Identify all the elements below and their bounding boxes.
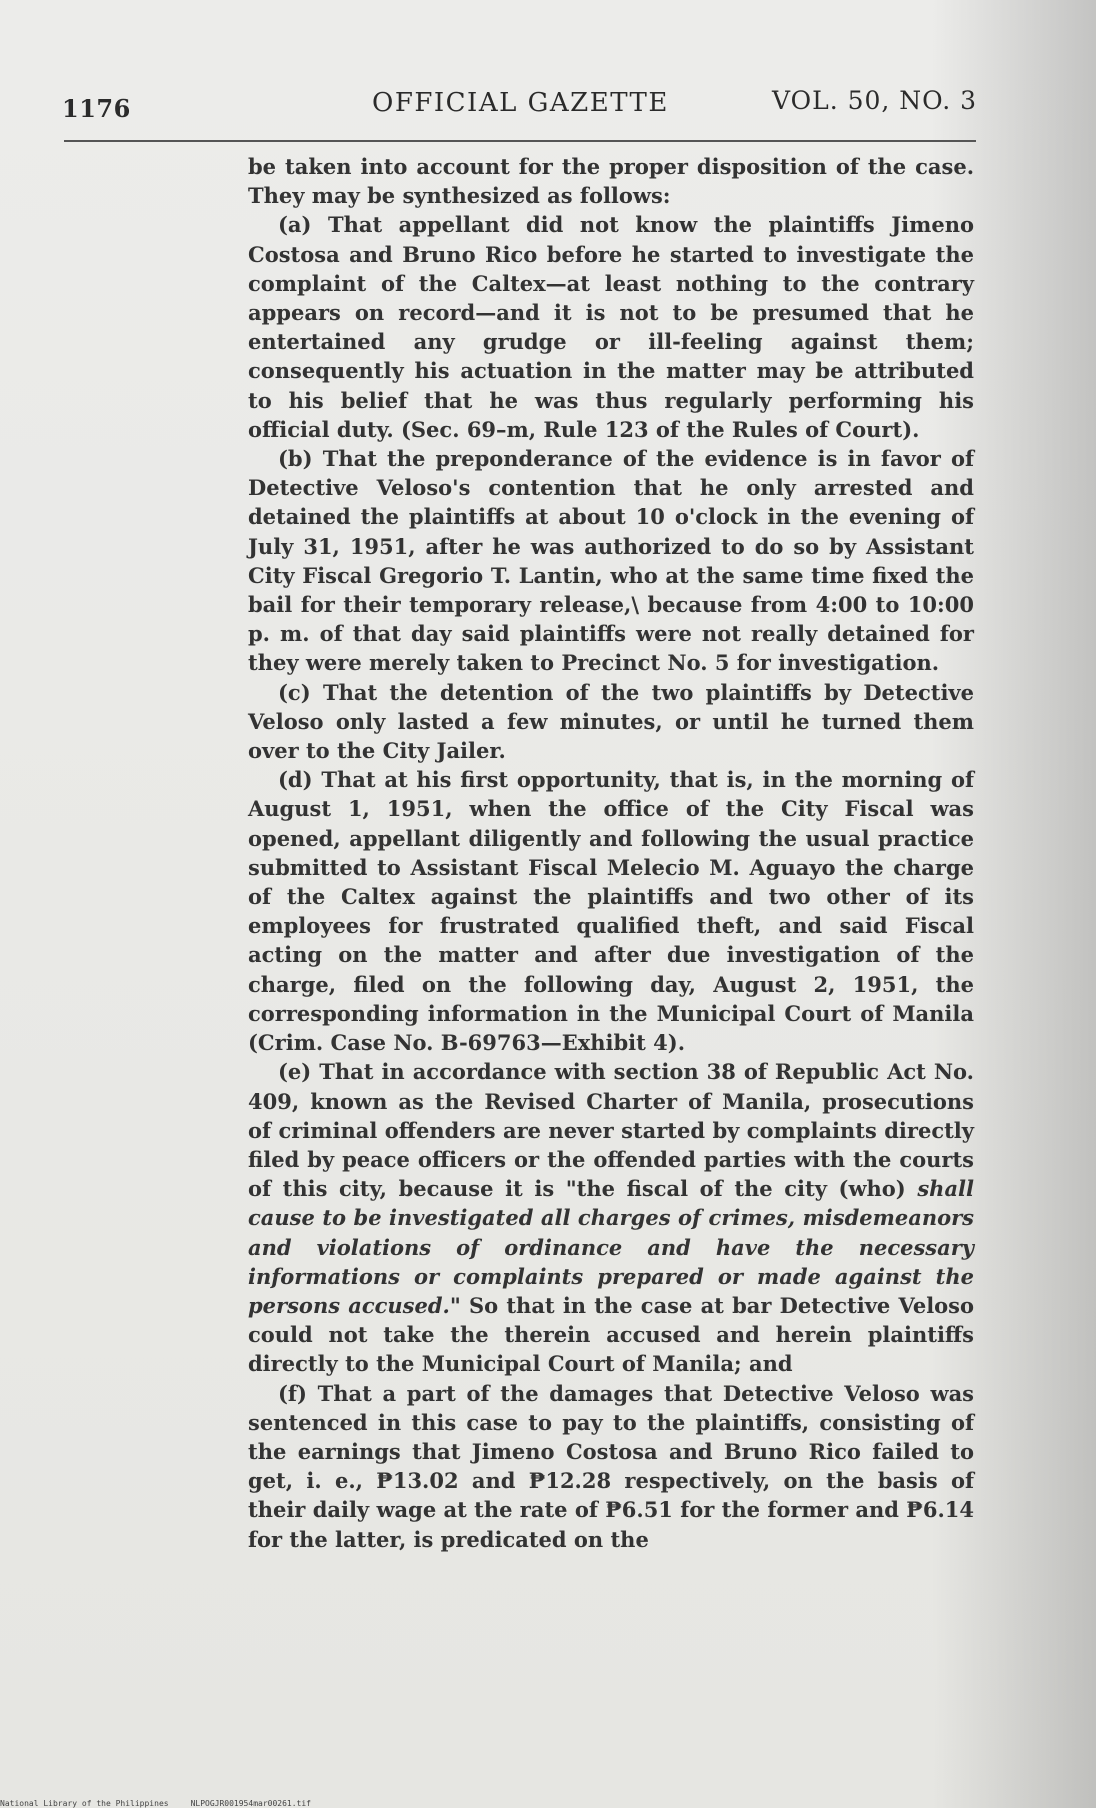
- paragraph-f: (f) That a part of the damages that Detective Veloso was sentenced in this case to pay to the plaintiffs, consisting of the earnings that Jimeno Costosa and Bruno Rico failed to get, i. e., ₱13.02 and ₱12.28 respectively, on the basis of their daily wage at the rate of ₱6.51 for the former and ₱6.14 for the latter, is predicated on the: [248, 1380, 974, 1552]
- footer-source: National Library of the Philippines: [0, 1799, 169, 1808]
- page-header: [62, 84, 977, 124]
- scan-footer: [0, 1799, 311, 1808]
- paragraph-intro: be taken into account for the proper disposition of the case. They may be synthesized as follows:: [248, 154, 974, 209]
- paragraph-e-quote: shall cause to be investigated all charges of crimes, misdemeanors and violations of ordinance and have the necessary informations or complaints prepared or made against the persons accused.: [248, 1176, 975, 1318]
- header-rule: [64, 140, 976, 142]
- volume-number: VOL. 50, NO. 3: [771, 86, 977, 115]
- paragraph-e: [248, 1057, 974, 1378]
- paragraph-b: (b) That the preponderance of the evidence is in favor of Detective Veloso's contention that he only arrested and detained the plaintiffs at about 10 o'clock in the evening of July 31, 1951, after he was authorized to do so by Assistant City Fiscal Gregorio T. Lantin, who at the same time fixed the bail for their temporary release,\ because from 4:00 to 10:00 p. m. of that day said plaintiffs were not really detained for they were merely taken to Precinct No. 5 for investigation.: [248, 446, 974, 676]
- footer-file: NLPOGJR001954mar00261.tif: [190, 1799, 311, 1808]
- paragraph-e-part1: (e) That in accordance with section 38 of Republic Act No. 409, known as the Revised Charter of Manila, prosecutions of criminal offenders are never started by complaints directly filed by peace officers or the offended parties with the courts of this city, because it is "the fiscal of the city (who): [248, 1059, 974, 1202]
- paragraph-c: (c) That the detention of the two plaintiffs by Detective Veloso only lasted a few minutes, or until he turned them over to the City Jailer.: [248, 679, 974, 764]
- body-text: [248, 152, 974, 1554]
- page-number: 1176: [62, 94, 131, 123]
- paragraph-a: (a) That appellant did not know the plaintiffs Jimeno Costosa and Bruno Rico before he started to investigate the complaint of the Caltex—at least nothing to the contrary appears on record—and it is not to be presumed that he entertained any grudge or ill-feeling against them; consequently his actuation in the matter may be attributed to his belief that he was thus regularly performing his official duty. (Sec. 69–m, Rule 123 of the Rules of Court).: [248, 212, 974, 442]
- journal-title: OFFICIAL GAZETTE: [372, 88, 669, 118]
- paragraph-d: (d) That at his first opportunity, that is, in the morning of August 1, 1951, when the office of the City Fiscal was opened, appellant diligently and following the usual practice submitted to Assistant Fiscal Melecio M. Aguayo the charge of the Caltex against the plaintiffs and two other of its employees for frustrated qualified theft, and said Fiscal acting on the matter and after due investigation of the charge, filed on the following day, August 2, 1951, the corresponding information in the Municipal Court of Manila (Crim. Case No. B-69763—Exhibit 4).: [248, 767, 974, 1056]
- paragraph-e-part2: " So that in the case at bar Detective Veloso could not take the therein accused and herein plaintiffs directly to the Municipal Court of Manila; and: [248, 1292, 975, 1377]
